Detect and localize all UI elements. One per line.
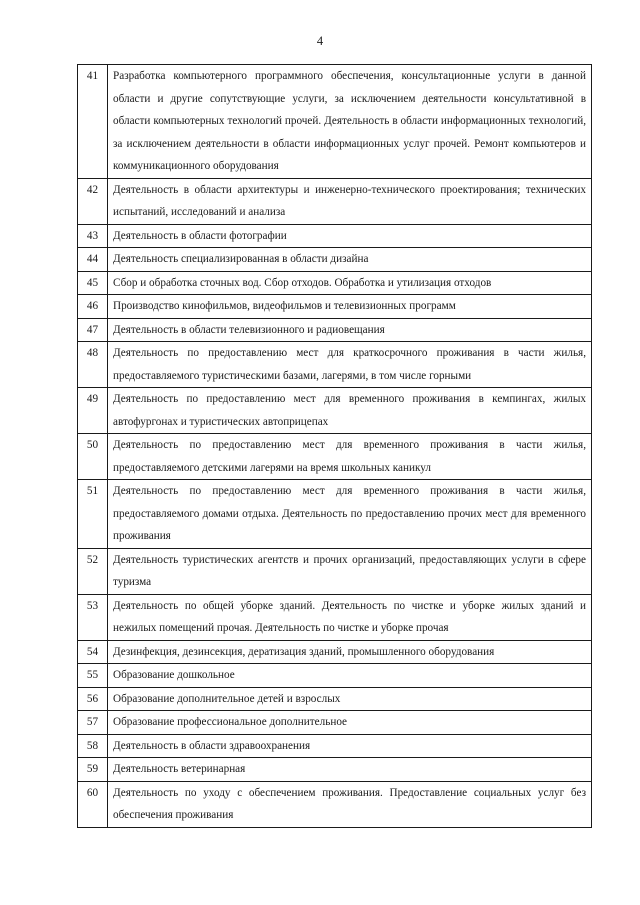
row-number: 54 bbox=[78, 640, 108, 664]
activity-description: Деятельность туристических агентств и прочих организаций, предоставляющих услуги в сфере туризма bbox=[108, 548, 592, 594]
table-row bbox=[78, 224, 592, 248]
table-row bbox=[78, 758, 592, 782]
activity-description: Деятельность в области здравоохранения bbox=[108, 734, 592, 758]
row-number: 60 bbox=[78, 781, 108, 827]
page-number: 4 bbox=[316, 34, 324, 48]
table-row bbox=[78, 548, 592, 594]
activity-description: Деятельность по предоставлению мест для временного проживания в части жилья, предоставляемого детскими лагерями на время школьных каникул bbox=[108, 434, 592, 480]
activity-description: Производство кинофильмов, видеофильмов и телевизионных программ bbox=[108, 295, 592, 319]
table-row bbox=[78, 640, 592, 664]
row-number: 59 bbox=[78, 758, 108, 782]
row-number: 51 bbox=[78, 480, 108, 549]
activity-description: Деятельность в области архитектуры и инженерно-технического проектирования; технических испытаний, исследований и анализа bbox=[108, 178, 592, 224]
activity-description: Деятельность по уходу с обеспечением проживания. Предоставление социальных услуг без обеспечения проживания bbox=[108, 781, 592, 827]
activity-description: Разработка компьютерного программного обеспечения, консультационные услуги в данной области и другие сопутствующие услуги, за исключением деятельности консультативной в области компьютерных технологий прочей. Деятельность в области информационных технологий, за исключением деятельности в области информационных услуг прочей. Ремонт компьютеров и коммуникационного оборудования bbox=[108, 65, 592, 179]
activity-description: Деятельность по предоставлению мест для временного проживания в кемпингах, жилых автофургонах и туристических автоприцепах bbox=[108, 388, 592, 434]
activity-description: Деятельность по общей уборке зданий. Деятельность по чистке и уборке жилых зданий и нежилых помещений прочая. Деятельность по чистке и уборке прочая bbox=[108, 594, 592, 640]
table-row bbox=[78, 781, 592, 827]
row-number: 50 bbox=[78, 434, 108, 480]
table-body bbox=[78, 65, 592, 828]
table-row bbox=[78, 687, 592, 711]
activity-description: Деятельность в области телевизионного и радиовещания bbox=[108, 318, 592, 342]
row-number: 46 bbox=[78, 295, 108, 319]
table-row bbox=[78, 65, 592, 179]
row-number: 41 bbox=[78, 65, 108, 179]
table-row bbox=[78, 388, 592, 434]
activity-description: Сбор и обработка сточных вод. Сбор отходов. Обработка и утилизация отходов bbox=[108, 271, 592, 295]
activity-description: Деятельность по предоставлению мест для временного проживания в части жилья, предоставляемого домами отдыха. Деятельность по предоставлению прочих мест для временного проживания bbox=[108, 480, 592, 549]
row-number: 53 bbox=[78, 594, 108, 640]
row-number: 57 bbox=[78, 711, 108, 735]
activity-description: Образование дополнительное детей и взрослых bbox=[108, 687, 592, 711]
row-number: 44 bbox=[78, 248, 108, 272]
row-number: 45 bbox=[78, 271, 108, 295]
row-number: 58 bbox=[78, 734, 108, 758]
table-row bbox=[78, 271, 592, 295]
table-row bbox=[78, 434, 592, 480]
row-number: 55 bbox=[78, 664, 108, 688]
activity-description: Деятельность ветеринарная bbox=[108, 758, 592, 782]
activity-description: Образование профессиональное дополнительное bbox=[108, 711, 592, 735]
table-row bbox=[78, 248, 592, 272]
activity-description: Деятельность специализированная в области дизайна bbox=[108, 248, 592, 272]
activity-description: Образование дошкольное bbox=[108, 664, 592, 688]
row-number: 48 bbox=[78, 342, 108, 388]
table-row bbox=[78, 480, 592, 549]
activity-description: Деятельность по предоставлению мест для краткосрочного проживания в части жилья, предоставляемого туристическими базами, лагерями, в том числе горными bbox=[108, 342, 592, 388]
table-row bbox=[78, 594, 592, 640]
activities-table bbox=[77, 64, 592, 828]
table-row bbox=[78, 664, 592, 688]
table-row bbox=[78, 318, 592, 342]
table-row bbox=[78, 734, 592, 758]
activity-description: Дезинфекция, дезинсекция, дератизация зданий, промышленного оборудования bbox=[108, 640, 592, 664]
row-number: 43 bbox=[78, 224, 108, 248]
table-row bbox=[78, 342, 592, 388]
table-row bbox=[78, 295, 592, 319]
row-number: 42 bbox=[78, 178, 108, 224]
table-row bbox=[78, 711, 592, 735]
table-row bbox=[78, 178, 592, 224]
row-number: 49 bbox=[78, 388, 108, 434]
activity-description: Деятельность в области фотографии bbox=[108, 224, 592, 248]
row-number: 56 bbox=[78, 687, 108, 711]
row-number: 52 bbox=[78, 548, 108, 594]
row-number: 47 bbox=[78, 318, 108, 342]
